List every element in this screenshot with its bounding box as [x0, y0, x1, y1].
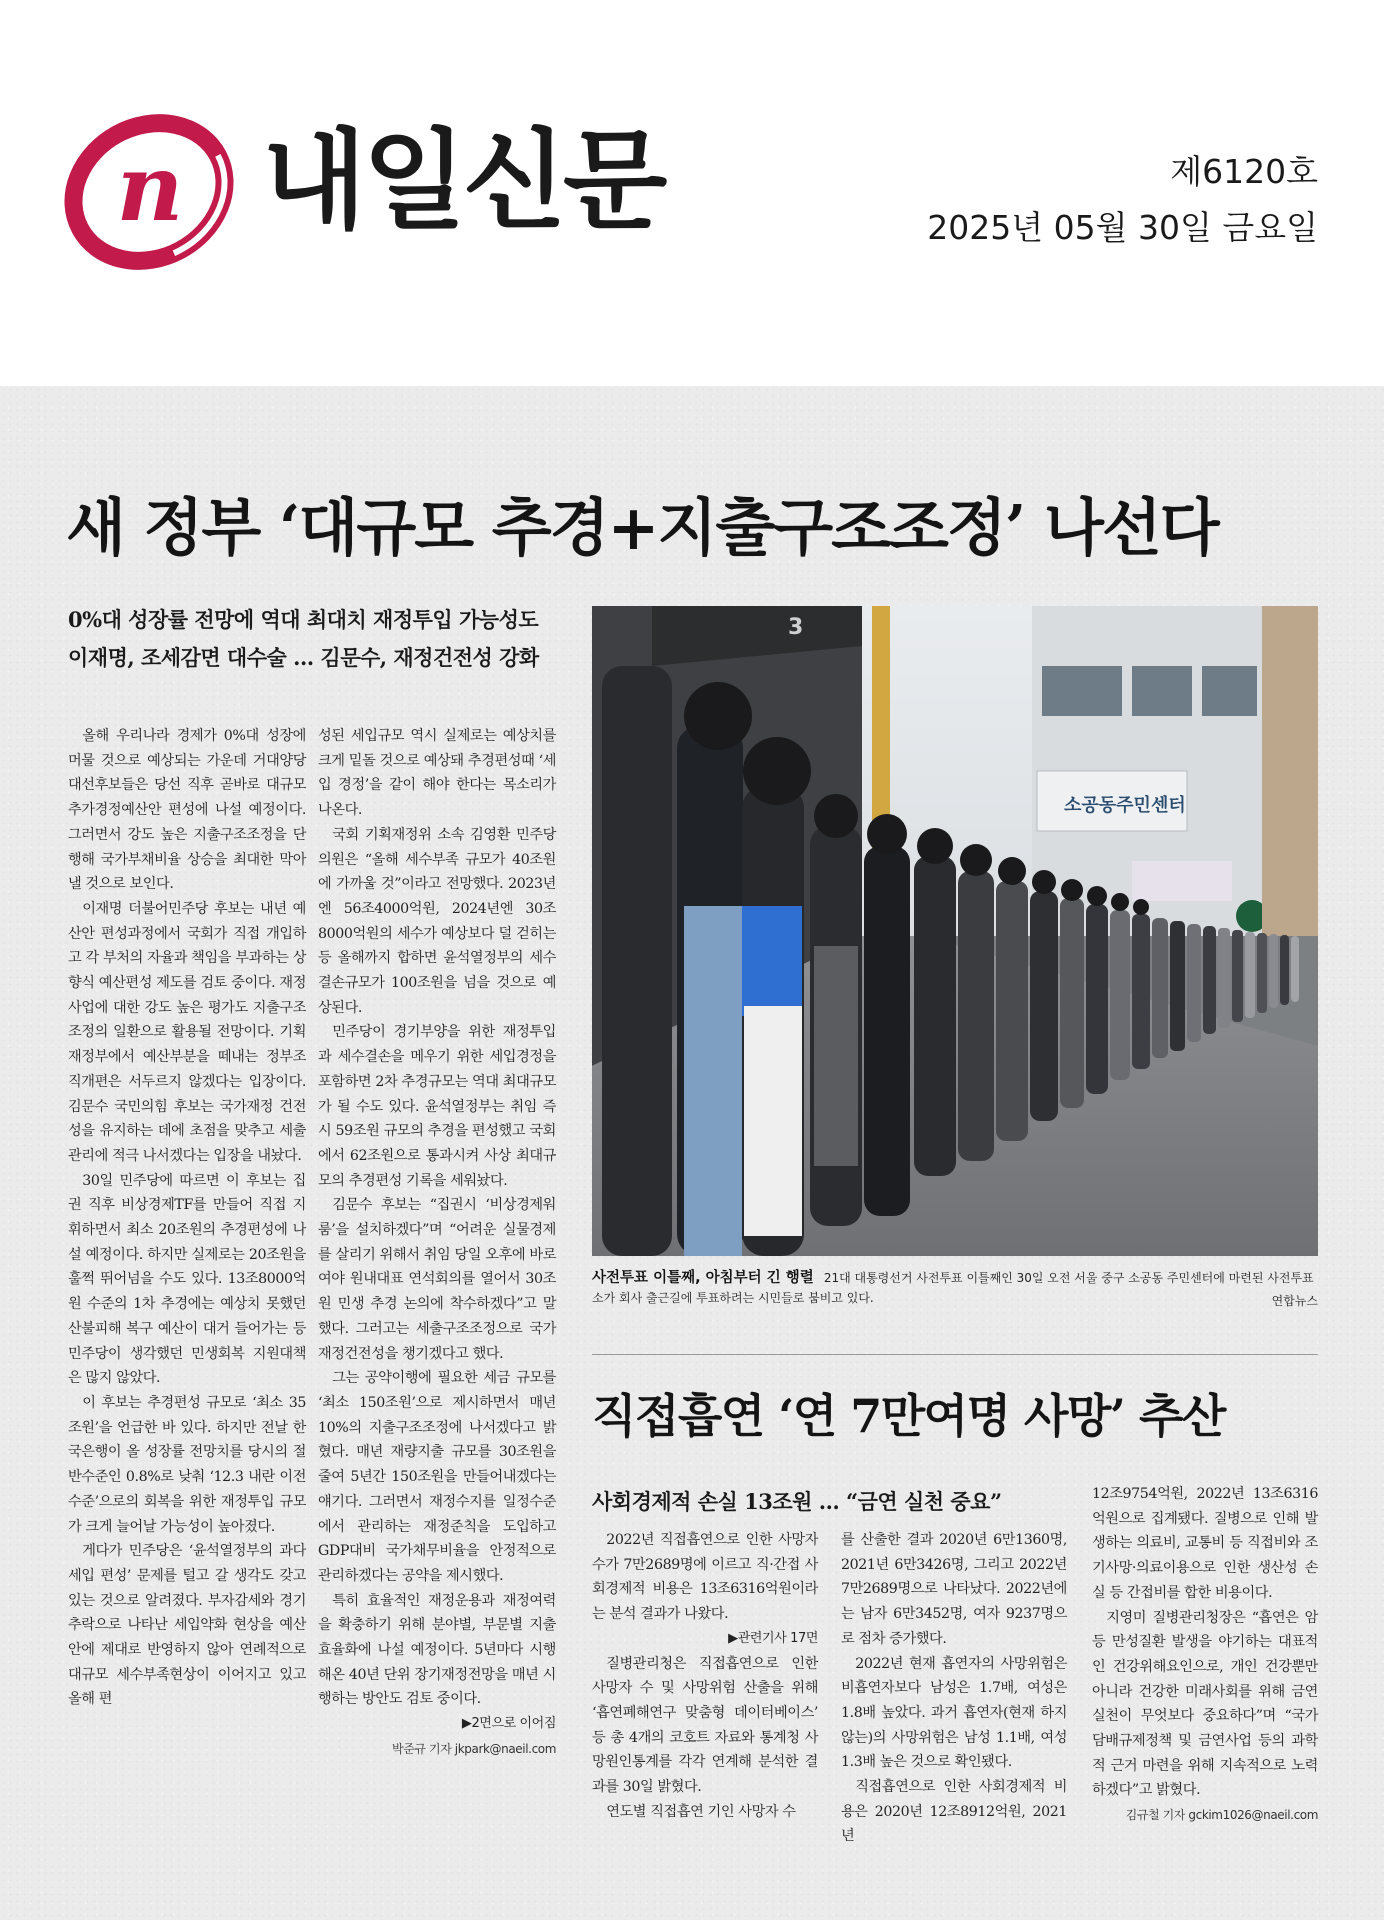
second-column-2 — [841, 1528, 1067, 1849]
paragraph: 12조9754억원, 2022년 13조6316억원으로 집계됐다. 질병으로 인해 발생하는 의료비, 교통비 등 직접비와 조기사망·의료이용으로 인한 생산성 손실 등 간접비를 합한 비용이다. — [1092, 1486, 1318, 1601]
lead-headline[interactable]: 새 정부 ‘대규모 추경+지출구조조정’ 나선다 — [66, 491, 1218, 564]
paragraph: 이재명 더불어민주당 후보는 내년 예산안 편성과정에서 국회가 직접 개입하고 각 부처의 자율과 책임을 부과하는 상향식 예산편성 제도를 검토 중이다. 재정사업에 대한 강도 높은 평가도 지출구조조정의 일환으로 활용될 전망이다. 기획재정부에서 예산부분을 떼내는 정부조직개편은 서두르지 않겠다는 입장이다. 김문수 국민의힘 후보는 국가재정 건전성을 유지하는 데에 초점을 맞추고 세출관리에 적극 나서겠다는 입장을 내놨다. — [68, 900, 306, 1164]
photo-illustration — [592, 606, 1318, 1256]
second-headline[interactable]: 직접흡연 ‘연 7만여명 사망’ 추산 — [592, 1389, 1225, 1443]
paragraph: 그는 공약이행에 필요한 세금 규모를 ‘최소 150조원’으로 제시하면서 매년 10%의 지출구조조정에 나서겠다고 밝혔다. 매년 재량지출 규모를 30조원을 줄여 5년간 150조원을 만들어내겠다는 얘기다. 그러면서 재정수지를 일정수준에서 관리하는 재정준칙을 도입하고 GDP대비 국가채무비율을 안정적으로 관리하겠다는 공약을 제시했다. — [318, 1370, 556, 1584]
paragraph: 올해 우리나라 경제가 0%대 성장에 머물 것으로 예상되는 가운데 거대양당 대선후보들은 당선 직후 곧바로 대규모 추가경정예산안 편성에 나설 예정이다. 그러면서 강도 높은 지출구조조정을 단행해 국가부채비율 상승을 최대한 막아낼 것으로 보인다. — [68, 728, 306, 893]
story-divider — [592, 1354, 1318, 1355]
paragraph: 국회 기획재정위 소속 김영환 민주당 의원은 “올해 세수부족 규모가 40조원에 가까울 것”이라고 전망했다. 2023년엔 56조4000억원, 2024년엔 30조8000억원의 세수가 예상보다 덜 걷히는 등 올해까지 합하면 윤석열정부의 세수결손규모가 100조원을 넘을 것으로 예상된다. — [318, 826, 556, 1016]
paragraph: 질병관리청은 직접흡연으로 인한 사망자 수 및 사망위험 산출을 위해 ‘흡연폐해연구 맞춤형 데이터베이스’ 등 총 4개의 코호트 자료와 통계청 사망원인통계를 각각 연계해 분석한 결과를 30일 밝혔다. — [592, 1655, 818, 1796]
issue-number: 제6120호 — [1170, 152, 1318, 191]
naeil-logo-icon — [64, 112, 234, 272]
early-voting-photo — [592, 606, 1318, 1256]
paragraph: 를 산출한 결과 2020년 6만1360명, 2021년 6만3426명, 그리고 2022년 7만2689명으로 나타났다. 2022년에는 남자 6만3452명, 여자 9237명으로 점차 증가했다. — [841, 1532, 1067, 1647]
second-subhead: 사회경제적 손실 13조원 … “금연 실천 중요” — [592, 1489, 1002, 1514]
lead-column-2 — [318, 724, 556, 1762]
paragraph: 김문수 후보는 “집권시 ‘비상경제워룸’을 설치하겠다”며 “어려운 실물경제를 살리기 위해서 취임 당일 오후에 바로 여야 원내대표 연석회의를 열어서 30조원 민생 추경 논의에 착수하겠다”고 말했다. 그러고는 세출구조조정으로 국가 재정건전성을 챙기겠다고 했다. — [318, 1197, 556, 1362]
continued-link[interactable]: ▶2면으로 이어짐 — [461, 1716, 556, 1732]
paragraph: 성된 세입규모 역시 실제로는 예상치를 크게 밑돌 것으로 예상돼 추경편성때 ‘세입 경정’을 같이 해야 한다는 목소리가 나온다. — [318, 728, 556, 819]
paragraph: 이 후보는 추경편성 규모로 ‘최소 35조원’을 언급한 바 있다. 하지만 전날 한국은행이 올 성장률 전망치를 당시의 절반수준인 0.8%로 낮춰 ‘12.3 내란 이전 수준’으로의 회복을 위한 재정투입 규모가 크게 늘어날 가능성이 높아졌다. — [68, 1394, 306, 1535]
building-number: 3 — [788, 615, 804, 640]
lead-subhead-1: 0%대 성장률 전망에 역대 최대치 재정투입 가능성도 — [68, 607, 539, 632]
front-page — [0, 386, 1384, 1920]
caption-title: 사전투표 이틀째, 아침부터 긴 행렬 — [592, 1270, 814, 1286]
paragraph: 직접흡연으로 인한 사회경제적 비용은 2020년 12조8912억원, 2021년 — [841, 1779, 1067, 1845]
photo-caption — [592, 1268, 1318, 1308]
paragraph: 2022년 직접흡연으로 인한 사망자 수가 7만2689명에 이르고 직·간접 사회경제적 비용은 13조6316억원이라는 분석 결과가 나왔다. — [592, 1532, 818, 1623]
second-column-3 — [1092, 1482, 1318, 1828]
paragraph: 지영미 질병관리청장은 “흡연은 암 등 만성질환 발생을 야기하는 대표적인 건강위해요인으로, 개인 건강뿐만 아니라 건강한 미래사회를 위해 금연실천이 무엇보다 중요하다”며 “국가 담배규제정책 및 금연사업 등의 과학적 근거 마련을 위해 지속적으로 노력하겠다”고 밝혔다. — [1092, 1609, 1318, 1799]
lead-subhead-2: 이재명, 조세감면 대수술 … 김문수, 재정건전성 강화 — [68, 645, 539, 670]
paragraph: 민주당이 경기부양을 위한 재정투입과 세수결손을 메우기 위한 세입경정을 포함하면 2차 추경규모는 역대 최대규모가 될 수도 있다. 윤석열정부는 취임 즉시 59조원 규모의 추경을 편성했고 국회에서 62조원으로 통과시켜 사상 최대규모의 추경편성 기록을 세워놨다. — [318, 1024, 556, 1189]
second-column-1 — [592, 1528, 818, 1824]
sign-text: 소공동주민센터 — [1064, 795, 1186, 816]
lead-byline: 박준규 기자 jkpark@naeil.com — [392, 1741, 556, 1756]
paragraph: 30일 민주당에 따르면 이 후보는 집권 직후 비상경제TF를 만들어 직접 지휘하면서 최소 20조원의 추경편성에 나설 예정이다. 하지만 실제로는 20조원을 훌쩍 뛰어넘을 수도 있다. 13조8000억원 수준의 1차 추경에는 예상치 못했던 산불피해 복구 예산이 대거 들어가는 등 민주당이 생각했던 민생회복 지원대책은 많지 않았다. — [68, 1172, 306, 1387]
second-byline: 김규철 기자 gckim1026@naeil.com — [1125, 1808, 1318, 1823]
paragraph: 게다가 민주당은 ‘윤석열정부의 과다 세입 편성’ 문제를 털고 갈 생각도 갖고 있는 것으로 알려졌다. 부자감세와 경기추락으로 나타난 세입약화 현상을 예산안에 제대로 반영하지 않아 연례적으로 대규모 세수부족현상이 이어지고 있고 올해 편 — [68, 1543, 306, 1708]
paper-name: 내일신문 — [262, 119, 664, 244]
paragraph: 2022년 현재 흡연자의 사망위험은 비흡연자보다 남성은 1.7배, 여성은 1.8배 높았다. 과거 흡연자(현재 하지 않는)의 사망위험은 남성 1.1배, 여성 1.3배 높은 것으로 확인됐다. — [841, 1655, 1067, 1771]
related-article-link[interactable]: ▶관련기사 17면 — [728, 1630, 818, 1646]
paragraph: 특히 효율적인 재정운용과 재정여력을 확충하기 위해 분야별, 부문별 지출 효율화에 나설 예정이다. 5년마다 시행해온 40년 단위 장기재정전망을 매년 시행하는 방안도 검토 중이다. — [318, 1592, 556, 1708]
logo-letter: n — [116, 134, 184, 242]
photo-credit: 연합뉴스 — [1271, 1294, 1318, 1308]
masthead — [0, 0, 1384, 385]
issue-date: 2025년 05월 30일 금요일 — [927, 208, 1318, 247]
lead-column-1 — [68, 724, 306, 1712]
caption-text: 21대 대통령선거 사전투표 이틀째인 30일 오전 서울 중구 소공동 주민센터에 마련된 사전투표소가 회사 출근길에 투표하려는 시민들로 붐비고 있다. — [592, 1271, 1314, 1305]
paragraph: 연도별 직접흡연 기인 사망자 수 — [606, 1803, 796, 1820]
